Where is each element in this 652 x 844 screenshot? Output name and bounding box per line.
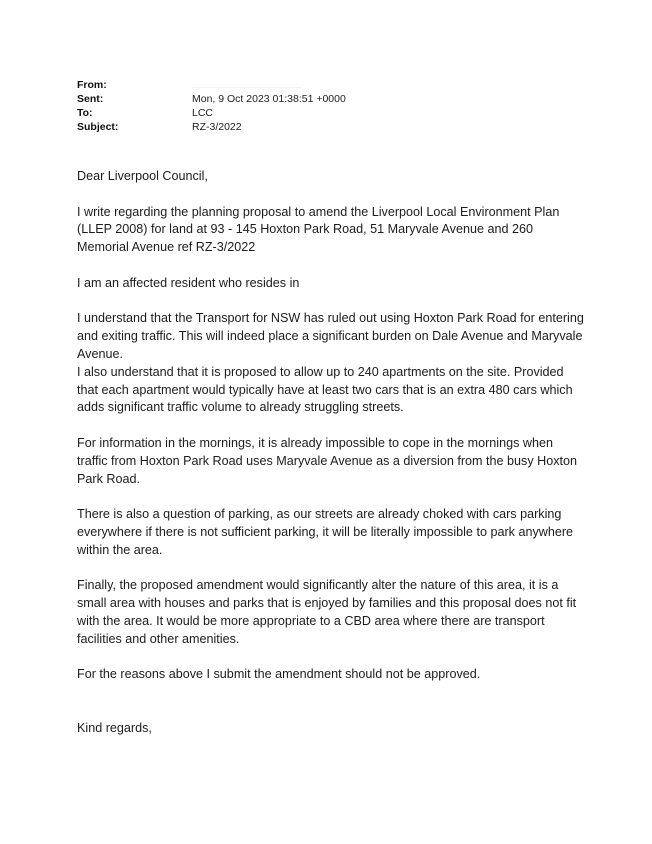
sent-value: Mon, 9 Oct 2023 01:38:51 +0000 — [192, 93, 346, 105]
paragraph-conclusion: For the reasons above I submit the amendment should not be approved. — [77, 667, 481, 682]
from-label: From: — [77, 79, 107, 91]
paragraph-transport: I understand that the Transport for NSW has ruled out using Hoxton Park Road for entering and exiting traffic. This will indeed place a significant burden on Dale Avenue and Maryvale Avenue. — [77, 311, 584, 361]
paragraph-resident: I am an affected resident who resides in — [77, 275, 300, 290]
letter-body — [77, 168, 587, 755]
sent-label: Sent: — [77, 93, 104, 105]
subject-row — [77, 120, 597, 134]
from-row — [77, 78, 597, 92]
paragraph-amendment: Finally, the proposed amendment would significantly alter the nature of this area, it is a small area with houses and parks that is enjoyed by families and this proposal does not fit with the area. It would be more appropriate to a CBD area where there are transport facilities and other amenities. — [77, 578, 577, 646]
paragraph-mornings: For information in the mornings, it is already impossible to cope in the mornings when traffic from Hoxton Park Road uses Maryvale Avenue as a diversion from the busy Hoxton Park Road. — [77, 435, 578, 486]
salutation: Dear Liverpool Council, — [77, 169, 208, 183]
subject-label: Subject: — [77, 121, 119, 133]
to-value: LCC — [192, 107, 214, 119]
to-label: To: — [77, 107, 93, 119]
from-value — [192, 78, 597, 92]
sent-row — [77, 92, 597, 106]
to-row — [77, 106, 597, 120]
email-header — [77, 78, 597, 134]
subject-value: RZ-3/2022 — [192, 121, 242, 133]
redaction-mark — [192, 87, 302, 88]
paragraph-apartments: I also understand that it is proposed to allow up to 240 apartments on the site. Provided that each apartment would typically have at least two cars that is an extra 480 cars which adds significant traffic volume to already struggling streets. — [77, 364, 573, 415]
spacer — [77, 702, 587, 720]
closing: Kind regards, — [77, 720, 152, 735]
paragraph-parking: There is also a question of parking, as our streets are already choked with cars parking everywhere if there is not sufficient parking, it will be literally impossible to park anywhere within the area. — [77, 507, 574, 557]
paragraph-intro: I write regarding the planning proposal to amend the Liverpool Local Environment Plan (LLEP 2008) for land at 93 - 145 Hoxton Park Road, 51 Maryvale Avenue and 260 Memorial Avenue ref RZ-3/2022 — [77, 204, 560, 255]
